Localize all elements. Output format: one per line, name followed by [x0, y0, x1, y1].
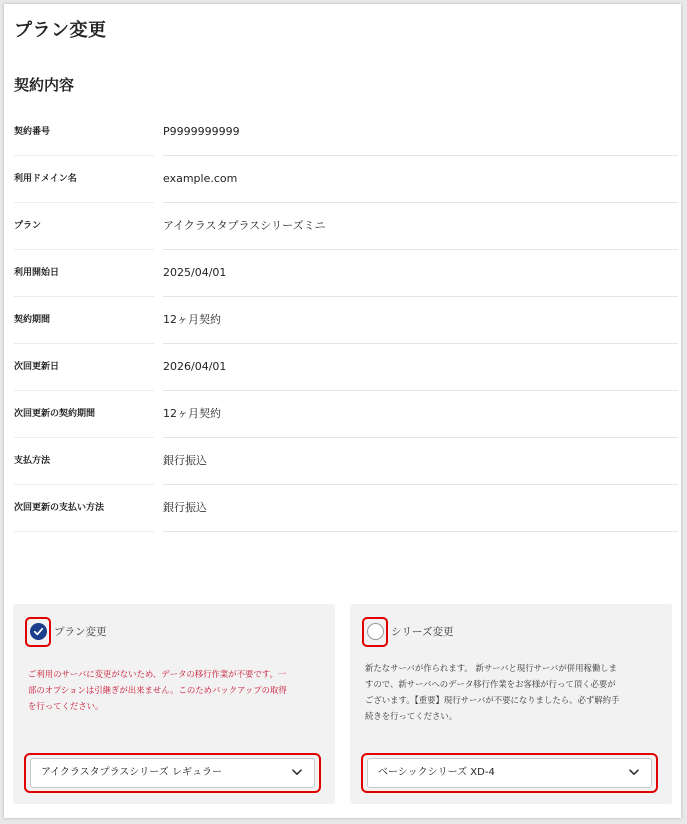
chevron-down-icon	[292, 769, 302, 776]
row-value: アイクラスタプラスシリーズミニ	[163, 203, 678, 250]
series-change-label[interactable]: シリーズ変更	[391, 626, 454, 638]
chevron-down-icon	[629, 769, 639, 776]
note-line: ございます。【重要】現行サーバが不要になりましたら、必ず解約手	[365, 695, 620, 705]
contract-row	[14, 250, 678, 297]
row-value: 銀行振込	[163, 438, 678, 485]
row-label: 契約番号	[14, 109, 154, 156]
contract-row	[14, 485, 678, 532]
row-value: 12ヶ月契約	[163, 297, 678, 344]
plan-change-panel	[13, 604, 335, 804]
contract-row	[14, 156, 678, 203]
series-select[interactable]	[367, 758, 652, 788]
row-label: 次回更新の契約期間	[14, 391, 154, 438]
note-line: 新たなサーバが作られます。 新サーバと現行サーバが併用稼働しま	[365, 663, 617, 673]
row-label: プラン	[14, 203, 154, 250]
row-value: 銀行振込	[163, 485, 678, 532]
note-line: 部のオプションは引継ぎが出来ません。このためバックアップの取得	[28, 685, 287, 695]
radio-checked[interactable]	[30, 623, 47, 640]
row-label: 次回更新日	[14, 344, 154, 391]
contract-row	[14, 297, 678, 344]
contract-row	[14, 109, 678, 156]
plan-change-note	[28, 666, 323, 714]
row-value: 2025/04/01	[163, 250, 678, 297]
contract-section-title: 契約内容	[14, 76, 75, 94]
note-line: 続きを行ってください。	[365, 711, 458, 721]
row-value: P9999999999	[163, 109, 678, 156]
note-line: すので、新サーバへのデータ移行作業をお客様が行って頂く必要が	[365, 679, 616, 689]
plan-select-highlight	[24, 753, 321, 793]
row-value: 2026/04/01	[163, 344, 678, 391]
plan-select-value: アイクラスタプラスシリーズ レギュラー	[41, 767, 222, 778]
row-label: 契約期間	[14, 297, 154, 344]
series-change-radio[interactable]	[362, 617, 388, 647]
row-value: example.com	[163, 156, 678, 203]
row-label: 利用ドメイン名	[14, 156, 154, 203]
series-select-highlight	[361, 753, 658, 793]
contract-row	[14, 203, 678, 250]
plan-select[interactable]	[30, 758, 315, 788]
row-label: 支払方法	[14, 438, 154, 485]
plan-change-radio[interactable]	[25, 617, 51, 647]
contract-row	[14, 344, 678, 391]
series-select-value: ベーシックシリーズ XD-4	[378, 767, 495, 778]
plan-change-label[interactable]: プラン変更	[54, 626, 107, 638]
row-label: 次回更新の支払い方法	[14, 485, 154, 532]
series-change-panel	[350, 604, 672, 804]
note-line: を行ってください。	[28, 701, 104, 711]
plan-change-card	[4, 4, 681, 818]
note-line: ご利用のサーバに変更がないため、データの移行作業が不要です。一	[28, 669, 287, 679]
check-icon	[33, 626, 44, 637]
page-title: プラン変更	[14, 20, 107, 41]
series-change-note	[365, 660, 660, 724]
contract-row	[14, 391, 678, 438]
contract-row	[14, 438, 678, 485]
row-label: 利用開始日	[14, 250, 154, 297]
contract-details	[14, 109, 678, 532]
row-value: 12ヶ月契約	[163, 391, 678, 438]
radio-unchecked[interactable]	[367, 623, 384, 640]
